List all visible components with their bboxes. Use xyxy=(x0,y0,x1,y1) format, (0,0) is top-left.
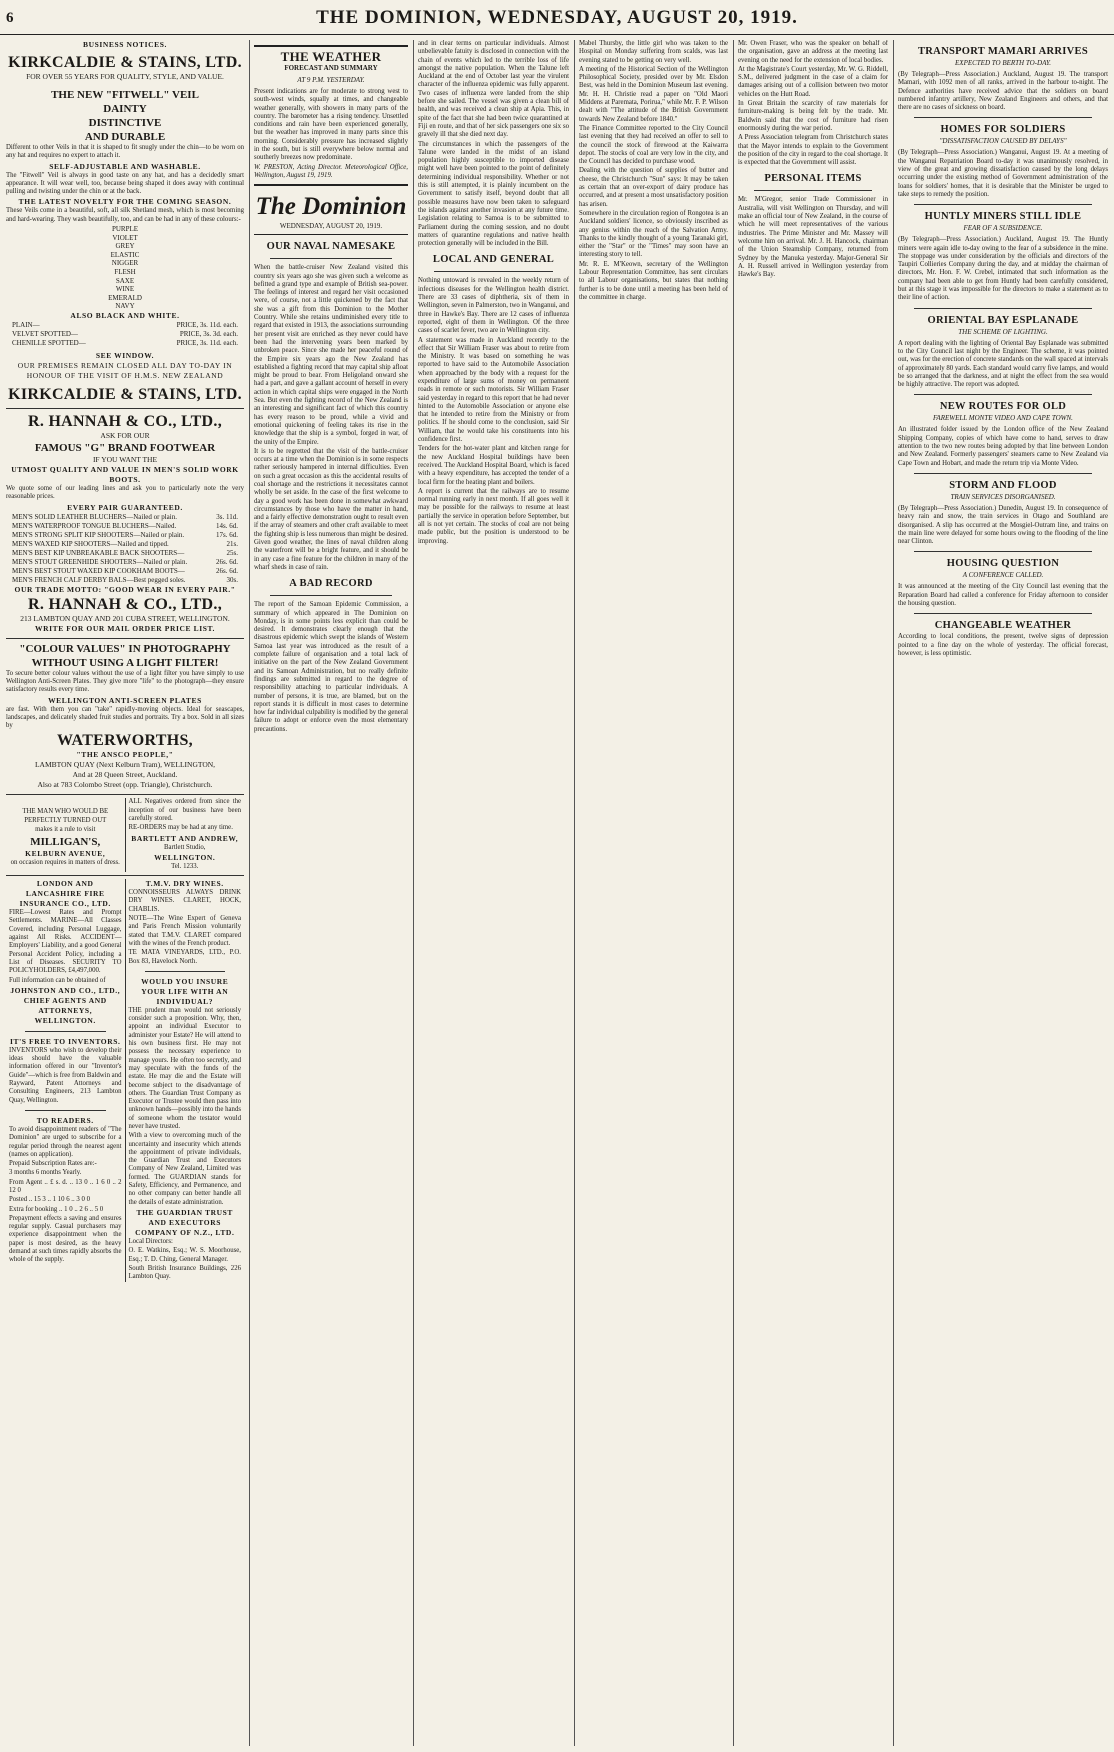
advert-subheading: WELLINGTON ANTI-SCREEN PLATES xyxy=(48,695,202,705)
price-row xyxy=(6,321,244,330)
advert-subheading: THE LATEST NOVELTY FOR THE COMING SEASON. xyxy=(18,197,232,207)
advert-bartlett xyxy=(125,798,245,872)
advert-address: 213 LAMBTON QUAY AND 201 CUBA STREET, WELLINGTON. xyxy=(20,613,230,623)
column-telegrams xyxy=(898,40,1108,1748)
article-body: (By Telegraph—Press Association.) Auckland, August 19. The transport Mamari, with 1092 men of all ranks, arrived in the harbour to-night. The Defence authorities have received advice that the soldiers on board numbered infantry artillery, New Zealand Engineers and others, and that there are no cases of sickness on board. xyxy=(898,71,1108,112)
colour-item: SAXE xyxy=(115,276,135,285)
divider xyxy=(754,190,872,191)
article-subheading: "DISSATISFACTION CAUSED BY DELAYS" xyxy=(939,137,1067,146)
masthead xyxy=(0,0,1114,35)
column-local-general xyxy=(418,40,569,1748)
article-headline: A BAD RECORD xyxy=(289,578,373,590)
price-label: MEN'S STOUT GREENHIDE SHOOTERS—Nailed or plain. xyxy=(12,557,188,566)
article-body: Mr. R. E. M'Keown, secretary of the Wellington Labour Representation Committee, has sent circulars to all Labour organisations, but states that nothing further is to be done until a meeting has been held of the committee in charge. xyxy=(579,260,728,301)
advert-heading: IT'S FREE TO INVENTORS. xyxy=(9,1036,121,1046)
article-body: An illustrated folder issued by the London office of the New Zealand Shipping Company, copies of which have come to hand, serves to draw attention to the two new routes being adopted by that line between London and New Zealand. Formerly passengers' steamers came to New Zealand via Cape Town and Hobart, and made the return trip via Monte Video. xyxy=(898,426,1108,467)
advert-text: IF YOU WANT THE xyxy=(92,455,158,465)
advert-subheading: UTMOST QUALITY AND VALUE IN MEN'S SOLID WORK BOOTS. xyxy=(11,465,239,485)
rates-row: Posted .. 15 3 .. 1 10 6 .. 3 0 0 xyxy=(9,1196,90,1204)
column-news xyxy=(579,40,728,1748)
article-body: and in clear terms on particular individuals. Almost unbelievable fatuity is disclosed in connection with the chain of events which led to the terrible loss of life amongst the native population. When the Talune left Auckland at the end of October last year the virulent character of the influenza epidemic was fully apparent. Two cases of influenza were landed from the ship before she sailed. The vessel was given a clean bill of health, and was received a clean ship at Apia. This, in spite of the fact that she had been twice quarantined at Fiji en route, and that of her sick passengers one six so gravely ill that she died next day. xyxy=(418,40,569,139)
advert-subheading: KELBURN AVENUE, xyxy=(25,849,106,859)
price-row xyxy=(6,522,244,531)
price-label: VELVET SPOTTED— xyxy=(12,330,78,339)
advert-body: INVENTORS who wish to develop their ideas should have the valuable information offered in our "Inventor's Guide"—which is free from Baldwin and Rayward, Patent Attorneys and Consulting Engineers, 213 Lambton Quay, Wellington. xyxy=(9,1046,122,1104)
price-value: PRICE, 3s. 11d. each. xyxy=(176,339,238,348)
article-body: A report is current that the railways are to resume normal running early in next month. If all goes well it may be possible for the railways to resume at least partially the service in operation before September, but all is not yet certain. The stocks of coal are not being made public, but the position is understood to be improving. xyxy=(418,487,569,545)
advert-subheading: OUR TRADE MOTTO: "GOOD WEAR IN EVERY PAIR." xyxy=(14,584,236,594)
article-body: (By Telegraph—Press Association.) Auckland, August 19. The Huntly miners were again idle to-day owing to the fear of a subsidence in the mine. The stoppage was under consideration by the officials and directors of the Taupiri Collieries Company during the day, and at midday the chairman of directors, Mr. Hon. F. W. Crebel, intimated that such information as the company had been able to get from Huntly had been carefully considered, but at this stage it was impossible for the directors to make a statement as to their line of action. xyxy=(898,236,1108,302)
masthead-title: THE DOMINION, WEDNESDAY, AUGUST 20, 1919. xyxy=(316,7,798,28)
advert-column-left xyxy=(6,879,125,1282)
article-body: When the battle-cruiser New Zealand visited this country six years ago she was given such a welcome as befitted a grand type and example of British sea-power. The feelings of interest and regard her visit occasioned were, of course, not a little quickened by the fact that she was a gift from this Dominion to the Mother Country. While she retains undiminished every title to regard that existed in 1913, the associations surrounding her present visit are enriched as they never could have been had the intervening years been marked by unbroken peace. Since she made her peaceful round of the Empire six years ago the New Zealand has established a fighting record that may capital ship afloat might be proud to bear. From Heligoland onward she had a part, and gave a gallant account of herself in every action in which capital ships were engaged in the North Sea. But even the fighting record of the New Zealand is an interesting and significant fact of which this country has every reason to be proud, while a vivid and emotional quickening of feeling takes its rise in the knowledge that the ship is a symbol, forged in war, of the unity of the Empire. xyxy=(254,264,408,446)
price-row xyxy=(6,549,244,558)
price-row xyxy=(6,339,244,348)
advert-heading: WITHOUT USING A LIGHT FILTER! xyxy=(31,656,219,669)
colour-item: GREY xyxy=(115,242,135,251)
article-headline: HOMES FOR SOLDIERS xyxy=(940,124,1066,136)
advert-notice: OUR PREMISES REMAIN CLOSED ALL DAY TO-DAY IN HONOUR OF THE VISIT OF H.M.S. NEW ZEALAND xyxy=(17,361,233,381)
column-rule xyxy=(893,40,894,1746)
advert-text: RE-ORDERS may be had at any time. xyxy=(128,824,233,832)
price-value: 21s. xyxy=(226,539,238,548)
colour-item: VIOLET xyxy=(112,233,138,242)
advert-body: TE MATA VINEYARDS, LTD., P.O. Box 83, Havelock North. xyxy=(128,949,241,965)
price-row xyxy=(6,531,244,540)
section-subheading: FORECAST AND SUMMARY xyxy=(284,64,378,72)
article-subheading: THE SCHEME OF LIGHTING. xyxy=(958,327,1048,336)
divider xyxy=(145,971,226,972)
price-value: PRICE, 3s. 3d. each. xyxy=(179,330,238,339)
column-rule xyxy=(413,40,414,1746)
advert-subheading: SELF-ADJUSTABLE AND WASHABLE. xyxy=(49,161,201,171)
divider xyxy=(914,613,1092,614)
advert-subheading: BARTLETT AND ANDREW, xyxy=(131,833,239,843)
article-headline: HOUSING QUESTION xyxy=(946,558,1060,570)
advert-body: CONNOISSEURS ALWAYS DRINK DRY WINES. CLARET, HOCK, CHABLIS. xyxy=(128,889,241,913)
advert-heading: THE NEW "FITWELL" VEIL xyxy=(51,89,199,101)
price-value: PRICE, 3s. 11d. each. xyxy=(176,321,238,330)
advert-title: KIRKCALDIE & STAINS, LTD. xyxy=(8,54,242,71)
article-body: Dealing with the question of supplies of butter and cheese, the Christchurch "Sun" says: It may be taken as certain that an over-export of dairy produce has occurred, and at present a most unsatisfactory position has arisen. xyxy=(579,167,728,208)
advert-heading: T.M.V. DRY WINES. xyxy=(145,879,224,889)
article-subheading: TRAIN SERVICES DISORGANISED. xyxy=(950,492,1056,501)
price-label: MEN'S WAXED KIP SHOOTERS—Nailed and tipped. xyxy=(12,539,169,548)
masthead-block xyxy=(254,184,408,235)
advert-text: Tel. 1233. xyxy=(171,862,199,870)
colour-item: PURPLE xyxy=(111,225,139,234)
divider xyxy=(270,595,392,596)
divider xyxy=(914,308,1092,309)
article-body: A statement was made in Auckland recently to the effect that Sir William Fraser was about to retire from the Ministry. It was based on something he was reported to have said to the Automobile Association when approached by the body with a request for the expenditure of large sums of money on permanent roads in remote or such motorists. Sir William Fraser said yesterday in regard to this report that he had never hinted to the Automobile Association or anyone else that he intended to retire from the Ministry or from politics. If he should come to the conclusion, said Sir William, that he would take his constituents into his confidence first. xyxy=(418,336,569,444)
advert-waterworths xyxy=(6,639,244,796)
advert-body: Prepaid Subscription Rates are:- xyxy=(9,1160,97,1168)
advert-body: Prepayment effects a saving and ensures regular supply. Casual purchasers may experience disappointment when the paper is most desired, as the heavy demand at such times rapidly absorbs the whole of the supply. xyxy=(9,1214,122,1264)
divider xyxy=(914,394,1092,395)
advert-heading: AND DURABLE xyxy=(84,131,166,143)
divider xyxy=(914,473,1092,474)
price-label: MEN'S WATERPROOF TONGUE BLUCHERS—Nailed. xyxy=(12,521,177,530)
article-headline: OUR NAVAL NAMESAKE xyxy=(266,241,396,253)
colour-item: NIGGER xyxy=(111,259,139,268)
advert-body: South British Insurance Buildings, 226 Lambton Quay. xyxy=(128,1264,241,1281)
price-value: 26s. 6d. xyxy=(216,557,238,566)
advert-body: THE prudent man would not seriously consider such a proposition. Why, then, appoint an individual Executor to administer your Estate? He will attend to his own business first. He may not possess the necessary experience to manage yours. He often too secretly, and may speculate with the funds of the estate. He may die and the Estate will become subject to the disadvantage of others. The Guardian Trust Company as Executor or Trustee would then pass into unknown hands—possibly into the hands of someone whom the testator would never have trusted. xyxy=(128,1006,241,1130)
advert-body: O. E. Watkins, Esq.; W. S. Moorhouse, Esq.; T. D. Ching, General Manager. xyxy=(128,1247,241,1263)
article-headline: PERSONAL ITEMS xyxy=(764,173,862,185)
price-row xyxy=(6,513,244,522)
price-value: 3s. 11d. xyxy=(216,512,238,521)
advert-subheading: SEE WINDOW. xyxy=(95,351,155,361)
advert-heading: "COLOUR VALUES" IN PHOTOGRAPHY xyxy=(19,642,231,655)
advert-body: NOTE—The Wine Expert of Geneva and Paris French Mission voluntarily stated that T.M.V. CLARET compared with the wines of the French product. xyxy=(128,915,241,947)
section-subheading: AT 9 P.M. YESTERDAY. xyxy=(297,76,365,84)
advert-heading: DAINTY xyxy=(103,103,147,115)
article-headline: ORIENTAL BAY ESPLANADE xyxy=(927,314,1079,326)
article-subheading: EXPECTED TO BERTH TO-DAY. xyxy=(955,59,1051,67)
advert-hannah xyxy=(6,409,244,639)
advert-body: FIRE—Lowest Rates and Prompt Settlements. MARINE—All Classes Covered, including Personal Luggage, against All Risks. ACCIDENT—Employers' Liability, and a good General Personal Accident Policy, including a List of Diseases. SECURITY TO POLICYHOLDERS, £4,497,000. xyxy=(9,909,122,975)
advert-title: R. HANNAH & CO., LTD., xyxy=(27,595,223,613)
article-body: It is to be regretted that the visit of the battle-cruiser occurs at a time when the Dominion is in some respects rather seriously hampered in internal difficulties. Even on such a great occasion as this the accidental results of coal shortage and the restrictions it necessitates cannot wholly be set aside. In the case of the first welcome to day a good work has been done in somewhat awkward circumstances by those who have the matter in hand, and a fairly effective demonstration ought to result even if the array of steamers and other craft available to meet the fighting ship is less numerous than might be desired. Given good weather, the lines of naval children along the waterfront will be a bright feature, and it should be in any case a fine feature for the children in many of the wharf sheds in case of rain. xyxy=(254,447,408,571)
colour-list xyxy=(6,225,244,311)
advert-subheading: WELLINGTON. xyxy=(154,852,216,862)
advert-pair xyxy=(6,876,244,1285)
colour-item: NAVY xyxy=(115,302,135,311)
article-body: (By Telegraph—Press Association.) Dunedin, August 19. In consequence of heavy rain and snow, the train services in Otago and Southland are disorganised. A slip has occurred at the Mosgiel-Outram line, and trains on the main line were delayed for some hours owing to the flooding of the line near Clinton. xyxy=(898,504,1108,546)
advert-body: The "Fitwell" Veil is always in good taste on any hat, and has a decidedly smart appearance. It will wear well, too, because being shaped it does away with continual pulling and twisting under the chin or at the back. xyxy=(6,171,244,196)
rates-row: 3 months 6 months Yearly. xyxy=(9,1169,82,1177)
column-rule xyxy=(733,40,734,1746)
article-body: It was announced at the meeting of the City Council last evening that the Reparation Board had called a conference for Friday afternoon to consider the housing question. xyxy=(898,583,1108,607)
article-body: A Press Association telegram from Christchurch states that the Mayor intends to explain to the Government the position of the city in regard to the coal shortage. It is expected that the Government will assist. xyxy=(738,134,888,167)
advert-address: And at 28 Queen Street, Auckland. xyxy=(72,770,178,780)
price-label: CHENILLE SPOTTED— xyxy=(12,339,86,348)
article-body: Mr. Owen Fraser, who was the speaker on behalf of the organisation, gave an address at the meeting last evening on the need for the extension of local bodies. xyxy=(738,40,888,64)
article-headline: HUNTLY MINERS STILL IDLE xyxy=(924,211,1082,223)
divider xyxy=(25,1110,106,1111)
advert-heading: TO READERS. xyxy=(36,1115,94,1125)
column-business-notices xyxy=(6,40,244,1748)
advert-body: With a view to overcoming much of the uncertainty and insecurity which attends the appointment of private individuals, the Guardian Trust and Executors Company of New Zealand, Limited was formed. The GUARDIAN stands for Safety, Efficiency, and Permanence, and no other company can better handle all the details of estate administration. xyxy=(128,1132,241,1206)
column-personal xyxy=(738,40,888,1748)
advert-heading: FAMOUS "G" BRAND FOOTWEAR xyxy=(34,442,216,455)
article-body: Mr. M'Gregor, senior Trade Commissioner in Australia, will visit Wellington on Thursday, and will make an official tour of New Zealand, in the course of which he will meet representatives of the various industries. The Prime Minister and Mr. Massey will welcome him on arrival. Mr. J. H. Hancock, chairman of the Union Steamship Company, returned from Sydney by the Manuka yesterday. Major-General Sir A. H. Russell arrived in Wellington yesterday from Hawke's Bay. xyxy=(738,196,888,279)
article-headline: LOCAL AND GENERAL xyxy=(432,254,555,266)
advert-title: WATERWORTHS, xyxy=(57,732,193,750)
divider xyxy=(914,204,1092,205)
divider xyxy=(270,258,392,259)
advert-title: R. HANNAH & CO., LTD., xyxy=(27,413,223,431)
rates-row: From Agent .. £ s. d. .. 13 0 .. 1 6 0 .. 2 12 0 xyxy=(9,1178,122,1194)
article-body: In Great Britain the scarcity of raw materials for furniture-making is being felt by the trade. Mr. Baldwin said that the cost of furniture had risen enormously during the war period. xyxy=(738,100,888,132)
column-rule xyxy=(574,40,575,1746)
article-body: The Finance Committee reported to the City Council last evening that they had received an offer to sell to the council the stock of firewood at the Kaiwarra depot. The stocks of coal are very low in the city, and the Council has decided to purchase wood. xyxy=(579,124,728,166)
article-headline: NEW ROUTES FOR OLD xyxy=(939,401,1067,413)
article-body: The report of the Samoan Epidemic Commission, a summary of which appeared in The Dominion on Monday, is in some points less explicit than could be desired. It demonstrates clearly enough that the disastrous epidemic which swept the islands of Western Samoa last year was introduced as the result of a complete failure of organisation and a total lack of initiative on the part of the New Zealand Government and its Samoan Administration, but no really definite findings are submitted in regard to the degree of responsibility attaching to particular individuals. A number of persons, it is true, are blamed, but on the report stands it is difficult in most cases to determine how far individual culpability is modified by the general failure to adopt or enforce even the most elementary precautions. xyxy=(254,601,408,733)
price-label: MEN'S BEST STOUT WAXED KIP COOKHAM BOOTS— xyxy=(12,566,185,575)
advert-text: THE MAN WHO WOULD BE PERFECTLY TURNED OUT xyxy=(22,808,109,824)
price-row xyxy=(6,540,244,549)
advert-body: To avoid disappointment readers of "The Dominion" are urged to subscribe for a regular period through the nearest agent (names on application). xyxy=(9,1125,122,1158)
advert-body: These Veils come in a beautiful, soft, all silk Shetland mesh, which is most becoming and hard-wearing. They wash beautifully, too, and can be had in any of these colours:- xyxy=(6,207,244,223)
price-label: MEN'S STRONG SPLIT KIP SHOOTERS—Nailed or plain. xyxy=(12,530,185,539)
advert-subheading: JOHNSTON AND CO., LTD., CHIEF AGENTS AND ATTORNEYS, WELLINGTON. xyxy=(10,985,121,1025)
advert-subheading: THE GUARDIAN TRUST AND EXECUTORS COMPANY OF N.Z., LTD. xyxy=(135,1207,235,1237)
price-label: MEN'S SOLID LEATHER BLUCHERS—Nailed or plain. xyxy=(12,512,177,521)
colour-item: FLESH xyxy=(114,268,136,277)
advert-text: ALL Negatives ordered from since the inception of our business have been carefully stored. xyxy=(128,798,241,822)
advert-pair xyxy=(6,795,244,876)
article-headline: CHANGEABLE WEATHER xyxy=(934,620,1072,632)
divider xyxy=(914,551,1092,552)
advert-body: We quote some of our leading lines and ask you to particularly note the very reasonable prices. xyxy=(6,485,244,501)
advert-heading: WOULD YOU INSURE YOUR LIFE WITH AN INDIVIDUAL? xyxy=(141,976,229,1006)
price-row xyxy=(6,567,244,576)
advert-body: Different to other Veils in that it is shaped to fit snugly under the chin—to be worn on any hat and requires no expert to attach it. xyxy=(6,144,244,160)
advert-heading: DISTINCTIVE xyxy=(88,117,162,129)
article-body: Tenders for the hot-water plant and kitchen range for the new Auckland Hospital buildings have been received. The Auckland Hospital Board, which is faced with a heavy expenditure, has accepted the tender of a local firm for the heating plant and boilers. xyxy=(418,445,569,486)
advert-subheading: EVERY PAIR GUARANTEED. xyxy=(67,502,183,512)
price-label: PLAIN— xyxy=(12,321,40,330)
advert-subheading: ALSO BLACK AND WHITE. xyxy=(70,311,180,321)
price-value: 17s. 6d. xyxy=(216,530,238,539)
column-editorial xyxy=(254,40,408,1748)
article-body: (By Telegraph—Press Association.) Wanganui, August 19. At a meeting of the Wanganui Repatriation Board to-day it was unanimously resolved, in view of the great and growing dissatisfaction caused by the long delays occurring under the existing method of Government administration of the loans for soldiers' homes, that it is desirable that the Minister be urged to take steps to remedy the position. xyxy=(898,149,1108,198)
article-signature: W. PRESTON, Acting Director. Meteorological Office, Wellington, August 19, 1919. xyxy=(254,163,408,179)
article-headline: TRANSPORT MAMARI ARRIVES xyxy=(918,46,1088,57)
section-label: BUSINESS NOTICES. xyxy=(83,40,167,49)
article-body: A meeting of the Historical Section of the Wellington Philosophical Society, presided over by Mr. Elsdon Best, was held in the Dominion Museum last evening. Mr. H. H. Christie read a paper on "Old Maori Middens at Paremata, Porirua," while Mr. F. P. Wilson dealt with "The attitude of the British Government towards New Zealand before 1840." xyxy=(579,65,728,123)
advert-address: LAMBTON QUAY (Next Kelburn Tram), WELLINGTON, xyxy=(34,760,216,770)
advert-subheading: "THE ANSCO PEOPLE," xyxy=(76,750,174,760)
price-value: 26s. 6d. xyxy=(216,566,238,575)
article-body: At the Magistrate's Court yesterday, Mr. W. G. Riddell, S.M., delivered judgment in the case of a claim for damages arising out of a collision between two motor vehicles on the Hutt Road. xyxy=(738,65,888,98)
newspaper-nameplate: The Dominion xyxy=(255,193,407,221)
colour-item: EMERALD xyxy=(108,293,142,302)
advert-heading: MILLIGAN'S, xyxy=(30,836,101,849)
page-number: 6 xyxy=(6,10,14,26)
price-label: MEN'S FRENCH CALF DERBY BALS—Best pegged soles. xyxy=(12,575,186,584)
advert-text: ASK FOR OUR xyxy=(100,431,150,441)
price-row xyxy=(6,558,244,567)
advert-text: on occasion requires in matters of dress. xyxy=(10,859,120,867)
advert-body: are fast. With them you can "take" rapidly-moving objects. Ideal for seascapes, landscapes, and delicately shaded fruit studies and portraits. Try a box. Sold in all sizes by xyxy=(6,705,244,730)
column-rule xyxy=(249,40,250,1746)
article-body: The circumstances in which the passengers of the Talune were landed in the midst of an island population highly susceptible to imported disease might well have been pointed to the point of definitely determining individual responsibility. Whether or not this is still attempted, it is plainly incumbent on the Government to satisfy itself, beyond doubt that all possible measures have now been taken to safeguard the islands against another invasion at any future time. Legislation relating to Samoa is to be submitted to Parliament during the coming session, and no doubt matters of quarantine regulations and native health protection generally will be included in the Bill. xyxy=(418,140,569,248)
article-body: Mabel Thursby, the little girl who was taken to the Hospital on Monday suffering from scalds, was last evening stated to be getting on very well. xyxy=(579,40,728,64)
colour-item: ELASTIC xyxy=(110,250,140,259)
article-body: Somewhere in the circulation region of Rongotea is an Auckland soldiers' licence, so obviously inscribed as any genius within the reach of the Salvation Army. Thanks to the kindly thought of a young Taranaki girl, either the "Star" or the "Times" may soon have an interesting story to tell. xyxy=(579,209,728,259)
advert-text: makes it a rule to visit xyxy=(35,825,96,833)
advert-body: To secure better colour values without the use of a light filter you have simply to use Wellington Anti-Screen Plates. They give more "life" to the photograph—they ensure satisfactory results every time. xyxy=(6,669,244,694)
divider xyxy=(25,1031,106,1032)
article-body: Nothing untoward is revealed in the weekly return of infectious diseases for the Wellington health district. There are 33 cases of diphtheria, six of them in Wellington, seven in Palmerston, two in Wanganui, and three in Hawke's Bay. There are 12 cases of influenza reported, eight of them in Wellington. Of the three cases of scarlet fever, two are in Wellington city. xyxy=(418,277,569,335)
advert-title: KIRKCALDIE & STAINS, LTD. xyxy=(8,386,242,404)
advert-body: Full information can be obtained of xyxy=(9,976,106,984)
rates-row: Extra for booking .. 1 0 .. 2 6 .. 5 0 xyxy=(9,1205,104,1213)
advert-kirkcaldie xyxy=(6,50,244,409)
price-label: MEN'S BEST KIP UNBREAKABLE BACK SHOOTERS— xyxy=(12,548,185,557)
article-body: A report dealing with the lighting of Oriental Bay Esplanade was submitted to the City Council last night by the Engineer. The scheme, it was pointed out, was for the erection of concrete standards on the wall spaced at intervals of approximately 80 yards. Each standard would carry five lamps, and would be so arranged that the darkness, and at night the effect from the sea would be highly attractive. The report was adopted. xyxy=(898,339,1108,389)
advert-subheading: WRITE FOR OUR MAIL ORDER PRICE LIST. xyxy=(34,623,216,633)
price-row xyxy=(6,330,244,339)
divider xyxy=(434,271,553,272)
article-headline: STORM AND FLOOD xyxy=(949,479,1057,491)
article-subheading: FEAR OF A SUBSIDENCE. xyxy=(963,224,1043,233)
article-subheading: A CONFERENCE CALLED. xyxy=(962,571,1044,580)
advert-tagline: FOR OVER 55 YEARS FOR QUALITY, STYLE, AND VALUE. xyxy=(26,72,224,81)
divider xyxy=(914,117,1092,118)
advert-milligans xyxy=(6,798,125,872)
advert-text: Bartlett Studio, xyxy=(163,843,206,851)
price-value: 14s. 6d. xyxy=(216,521,238,530)
nameplate-date: WEDNESDAY, AUGUST 20, 1919. xyxy=(279,222,383,231)
advert-heading: LONDON AND LANCASHIRE FIRE INSURANCE CO., LTD. xyxy=(19,879,111,909)
price-row xyxy=(6,576,244,585)
advert-column-right xyxy=(125,879,245,1282)
advert-body: Local Directors: xyxy=(128,1237,173,1245)
colour-item: WINE xyxy=(115,285,135,294)
article-subheading: FAREWELL MONTE VIDEO AND CAPE TOWN. xyxy=(933,414,1073,423)
price-value: 30s. xyxy=(226,575,238,584)
article-body: Present indications are for moderate to strong west to south-west winds, squally at times, and changeable weather generally, with showers in many parts of the country. The barometer has a rising tendency. Unsettled conditions and rain have been experienced generally, but the weather has improved in many parts since this morning. Considerably pressure has increased slightly in the south, but is still everywhere below normal and southerly breezes now predominate. xyxy=(254,88,408,162)
price-value: 25s. xyxy=(226,548,238,557)
article-body: According to local conditions, the present, twelve signs of depression pointed to a fine day on the whole of yesterday. The official forecast, however, is less optimistic. xyxy=(898,633,1108,657)
section-heading: THE WEATHER xyxy=(254,45,408,63)
advert-address: Also at 783 Colombo Street (opp. Triangle), Christchurch. xyxy=(37,780,213,790)
